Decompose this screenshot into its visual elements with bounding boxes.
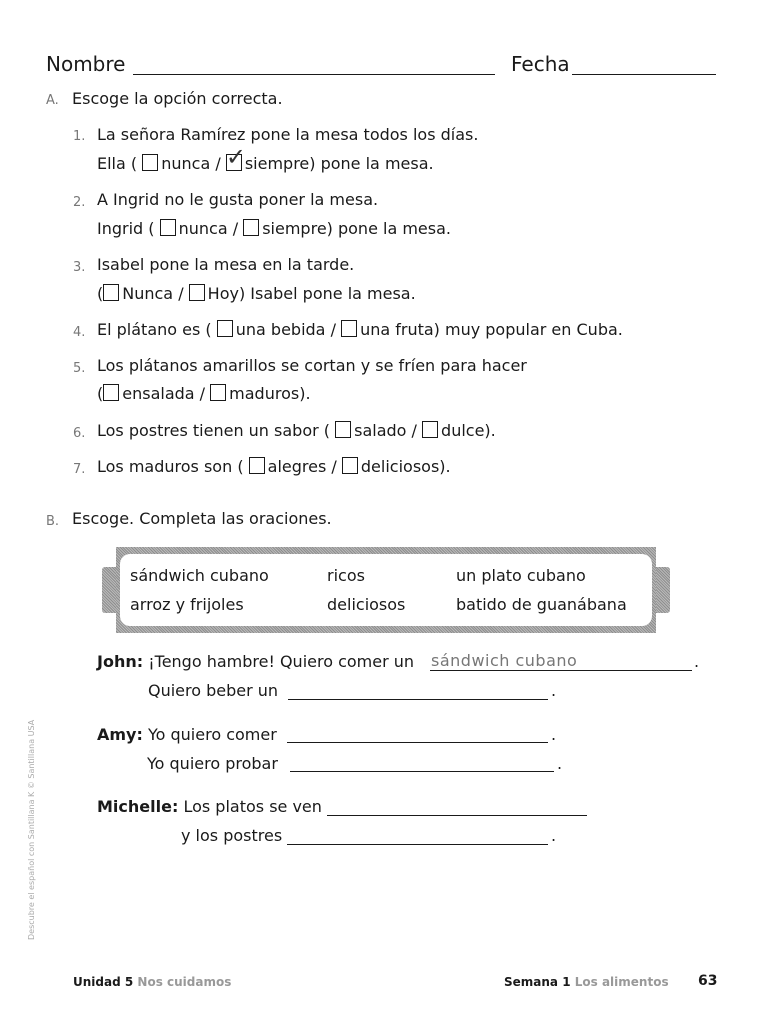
- option-1-label: nunca /: [178, 219, 239, 238]
- amy-blank-1[interactable]: [287, 742, 548, 743]
- word-bank-item: un plato cubano: [456, 566, 586, 585]
- amy-line-1: [97, 725, 277, 744]
- john-sentence-1: ¡Tengo hambre! Quiero comer un: [148, 652, 415, 671]
- john-blank-2[interactable]: [288, 699, 548, 700]
- checkbox-option-1[interactable]: [217, 320, 233, 337]
- checkbox-option-1[interactable]: [103, 284, 119, 301]
- fecha-field[interactable]: [572, 74, 716, 75]
- page-number: 63: [698, 973, 718, 989]
- checkbox-option-1[interactable]: [160, 219, 176, 236]
- item-prefix: Los postres tienen un sabor (: [97, 421, 331, 440]
- option-1-label: Nunca /: [122, 284, 184, 303]
- item-number: 2.: [73, 195, 86, 210]
- item-number: 3.: [73, 260, 86, 275]
- item-prefix: (: [97, 284, 104, 303]
- checkbox-option-2[interactable]: [189, 284, 205, 301]
- option-1-label: una bebida /: [235, 320, 336, 339]
- item-options: [97, 384, 311, 403]
- checkmark-icon: ✓: [225, 143, 246, 171]
- option-2-label: una fruta) muy popular en Cuba.: [360, 320, 623, 339]
- checkbox-option-1[interactable]: [103, 384, 119, 401]
- john-line-1: [97, 652, 414, 671]
- item-prefix: Ingrid (: [97, 219, 155, 238]
- word-bank-item: ricos: [327, 566, 365, 585]
- item-options: [97, 219, 451, 238]
- fecha-label: Fecha: [511, 52, 570, 76]
- amy-sentence-1: Yo quiero comer: [147, 725, 277, 744]
- item-options: [97, 284, 416, 303]
- michelle-sentence-2: y los postres: [181, 826, 283, 845]
- footer-week: [504, 975, 669, 989]
- word-bank-item: batido de guanábana: [456, 595, 627, 614]
- checkbox-option-2[interactable]: [342, 457, 358, 474]
- period: .: [551, 725, 557, 744]
- item-options: [97, 421, 496, 440]
- option-1-label: alegres /: [267, 457, 337, 476]
- amy-blank-2[interactable]: [290, 771, 554, 772]
- option-1-label: ensalada /: [122, 384, 206, 403]
- checkbox-option-1[interactable]: [142, 154, 158, 171]
- section-b-letter: B.: [46, 514, 60, 529]
- michelle-line-1: [97, 797, 322, 816]
- section-a-instruction: Escoge la opción correcta.: [72, 89, 283, 108]
- item-options: [97, 143, 434, 173]
- checkbox-option-2-checked[interactable]: [225, 143, 246, 171]
- checkbox-option-1[interactable]: [335, 421, 351, 438]
- speaker-michelle: Michelle:: [97, 797, 179, 816]
- item-number: 4.: [73, 325, 86, 340]
- section-b-instruction: Escoge. Completa las oraciones.: [72, 509, 332, 528]
- item-number: 1.: [73, 129, 86, 144]
- option-1-label: nunca /: [161, 154, 221, 173]
- checkbox-option-2[interactable]: [210, 384, 226, 401]
- speaker-amy: Amy:: [97, 725, 143, 744]
- michelle-blank-1[interactable]: [327, 815, 587, 816]
- item-number: 6.: [73, 426, 86, 441]
- section-a-letter: A.: [46, 93, 59, 108]
- word-bank: [102, 547, 670, 633]
- item-sentence: La señora Ramírez pone la mesa todos los días.: [97, 125, 479, 144]
- word-bank-item: sándwich cubano: [130, 566, 269, 585]
- option-2-label: deliciosos).: [360, 457, 451, 476]
- item-prefix: Los maduros son (: [97, 457, 244, 476]
- unit-title: Nos cuidamos: [137, 975, 232, 989]
- item-sentence: Isabel pone la mesa en la tarde.: [97, 255, 355, 274]
- option-2-label: siempre) pone la mesa.: [244, 154, 434, 173]
- word-bank-inner: [120, 554, 652, 626]
- checkbox-option-1[interactable]: [249, 457, 265, 474]
- item-number: 7.: [73, 462, 86, 477]
- footer-unit: [73, 975, 231, 989]
- option-1-label: salado /: [354, 421, 417, 440]
- speaker-john: John:: [97, 652, 144, 671]
- nombre-field[interactable]: [133, 74, 495, 75]
- item-number: 5.: [73, 361, 86, 376]
- period: .: [551, 681, 557, 700]
- option-2-label: maduros).: [229, 384, 311, 403]
- item-options: [97, 457, 451, 476]
- john-answer-1: sándwich cubano: [431, 651, 578, 670]
- option-2-label: siempre) pone la mesa.: [262, 219, 451, 238]
- checkbox-option-2[interactable]: [243, 219, 259, 236]
- option-2-label: dulce).: [441, 421, 496, 440]
- checkbox-option-2[interactable]: [422, 421, 438, 438]
- item-options: [97, 320, 623, 339]
- period: .: [557, 754, 563, 773]
- item-sentence: Los plátanos amarillos se cortan y se fríen para hacer: [97, 356, 527, 375]
- option-2-label: Hoy) Isabel pone la mesa.: [207, 284, 416, 303]
- michelle-sentence-1: Los platos se ven: [183, 797, 322, 816]
- copyright-side-note: Descubre el español con Santillana K © Santillana USA: [27, 719, 36, 940]
- item-prefix: Ella (: [97, 154, 138, 173]
- john-blank-1[interactable]: [430, 670, 692, 671]
- word-bank-item: arroz y frijoles: [130, 595, 244, 614]
- week-title: Los alimentos: [574, 975, 669, 989]
- amy-sentence-2: Yo quiero probar: [147, 754, 278, 773]
- week-label: Semana 1: [504, 975, 571, 989]
- item-prefix: (: [97, 384, 104, 403]
- item-sentence: A Ingrid no le gusta poner la mesa.: [97, 190, 379, 209]
- unit-label: Unidad 5: [73, 975, 134, 989]
- period: .: [694, 652, 700, 671]
- nombre-label: Nombre: [46, 52, 126, 76]
- period: .: [551, 826, 557, 845]
- word-bank-item: deliciosos: [327, 595, 406, 614]
- item-prefix: El plátano es (: [97, 320, 212, 339]
- michelle-blank-2[interactable]: [287, 844, 548, 845]
- john-sentence-2: Quiero beber un: [148, 681, 279, 700]
- checkbox-option-2[interactable]: [341, 320, 357, 337]
